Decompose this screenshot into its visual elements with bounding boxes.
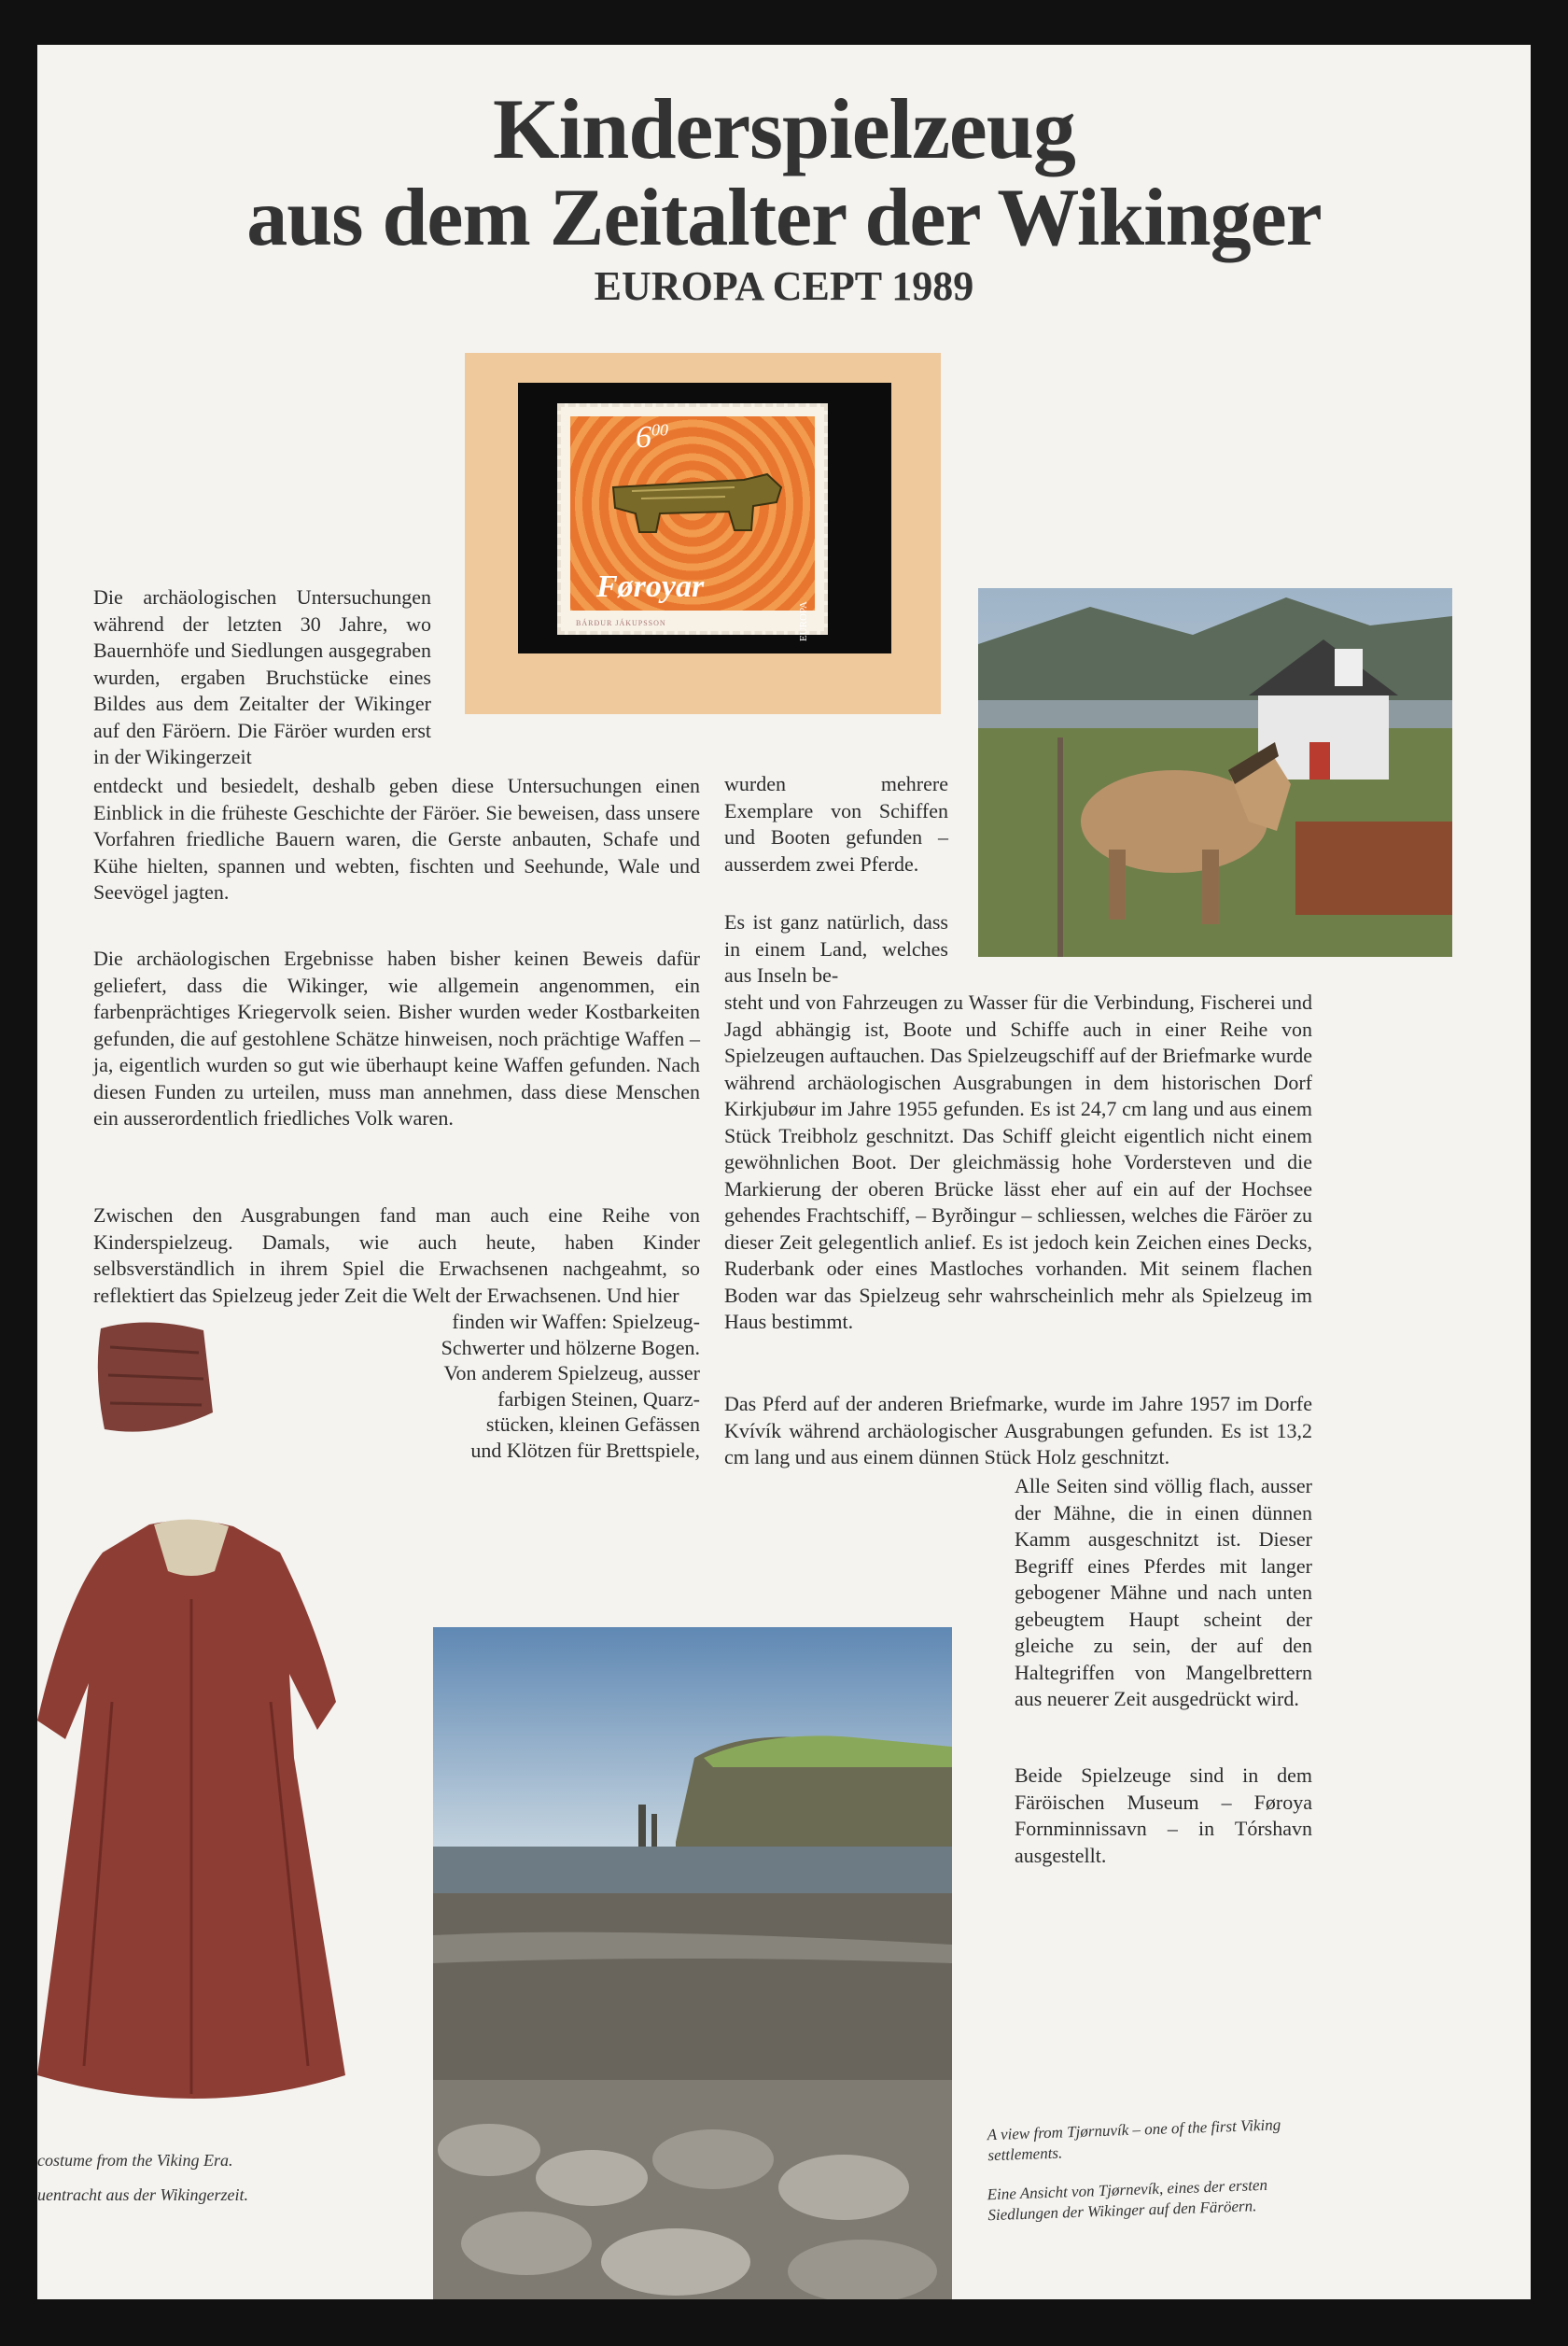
stamp-country: Føroyar <box>596 569 705 604</box>
article-paragraph-6: Das Pferd auf der anderen Briefmarke, wurde im Jahre 1957 im Dorfe Kvívík während archäologischer Ausgrabungen gefunden. Es ist 13,2 cm lang und aus einem dünnen Stück Holz geschnitzt. <box>724 1392 1312 1468</box>
stamp-europa-label: EUROPA <box>798 601 809 641</box>
article-paragraph-7: Beide Spielzeuge sind in dem Färöischen Museum – Føroya Fornminnissavn – in Tórshavn ausgestellt. <box>1015 1763 1312 1867</box>
article-paragraph-5: Es ist ganz natürlich, dass in einem Land, welches aus Inseln be- <box>724 910 948 987</box>
horse-church-image <box>978 588 1452 957</box>
viking-dress-photo <box>37 1515 345 2113</box>
coastal-landscape-image <box>433 1627 952 2299</box>
stamp-value-main: 6 <box>636 420 651 455</box>
caption-view-en: A view from Tjørnuvík – one of the first Viking settlements. <box>987 2115 1281 2165</box>
article-paragraph-3: Zwischen den Ausgrabungen fand man auch eine Reihe von Kinderspielzeug. Damals, wie auch heute, haben Kinder selbsverständlich in ihrem Spiel die Erwachsenen nachgeahmt, so reflektiert das Spielzeug jeder Zeit die Welt der Erwachsenen. Und hier <box>93 1203 700 1307</box>
stamp <box>557 403 828 641</box>
caption-costume-de: uentracht aus der Wikingerzeit. <box>37 2185 248 2204</box>
stamp-mount <box>465 353 941 714</box>
page-title-line1: Kinderspielzeug <box>493 81 1075 176</box>
caption-costume-en: costume from the Viking Era. <box>37 2151 233 2170</box>
viking-dress-image <box>37 1515 345 2113</box>
page-title-line2: aus dem Zeitalter der Wikinger <box>246 173 1322 263</box>
coastal-landscape-photo <box>433 1627 952 2299</box>
article-paragraph-6b: Alle Seiten sind völlig flach, ausser der Mähne, die in einen dünnen Kamm ausgeschnitzt ist. Dieser Begriff eines Pferdes mit langer gebogener Mähne und nach unten gebeugtem Haupt scheint der gleiche zu sein, der auf den Haltegriffen von Mangelbrettern aus neuerer Zeit ausgedrückt wird. <box>1015 1474 1312 1710</box>
album-page <box>37 45 1531 2299</box>
textile-fragment-photo <box>91 1319 217 1440</box>
toy-horse-icon <box>604 471 791 545</box>
stamp-mount-pocket <box>518 383 891 653</box>
textile-fragment-image <box>91 1319 217 1440</box>
stamp-value <box>636 420 668 456</box>
stamp-value-fraction: 00 <box>651 420 668 440</box>
page-subtitle: EUROPA CEPT 1989 <box>594 263 974 309</box>
article-paragraph-2: Die archäologischen Ergebnisse haben bisher keinen Beweis dafür geliefert, dass die Wikinger, wie allgemein angenommen, ein farbenprächtiges Kriegervolk seien. Bisher wurden weder Kostbarkeiten gefunden, die auf gestohlene Schätze hinweisen, noch prächtige Waffen – ja, eigentlich wurden so gut wie überhaupt keine Waffen gefunden. Nach diesen Funden zu urteilen, muss man annehmen, dass diese Menschen ein ausserordentlich friedliches Volk waren. <box>93 947 700 1130</box>
article-paragraph-4: wurden mehrere Exemplare von Schiffen und Booten gefunden – ausserdem zwei Pferde. <box>724 772 948 876</box>
article-paragraph-1: Die archäologischen Untersuchungen während der letzten 30 Jahre, wo Bauernhöfe und Siedlungen ausgegraben wurden, ergaben Bruchstücke eines Bildes aus dem Zeitalter der Wikinger auf den Färöern. Die Färöer wurden erst in der Wikingerzeit <box>93 585 431 768</box>
photo-horse-church <box>978 588 1452 957</box>
stamp-artist: BÁRÐUR JÁKUPSSON <box>576 619 666 627</box>
article-paragraph-5b: steht und von Fahrzeugen zu Wasser für die Verbindung, Fischerei und Jagd abhängig ist, Boote und Schiffe auch in einer Reihe von Spielzeugen auftauchen. Das Spielzeugschiff auf der Briefmarke wurde während archäologischen Ausgrabungen in dem historischen Dorf Kirkjubøur im Jahre 1955 gefunden. Es ist 24,7 cm lang und aus einem Stück Treibholz geschnitzt. Das Schiff gleicht eigentlich nicht einem gewöhnlichen Boot. Der gleichmässig hohe Vordersteven und die Markierung der oberen Brücke lässt eher auf ein auf der Hochsee gehendes Frachtschiff, – Byrðingur – schliessen, welches die Färöer zu dieser Zeit gelegentlich anlief. Es ist jedoch kein Zeichen eines Decks, Ruderbank oder eines Mastloches vorhanden. Mit seinem flachen Boden war das Spielzeug sehr wahrscheinlich mehr als Spielzeug im Haus bestimmt. <box>724 990 1313 1333</box>
caption-view-de: Eine Ansicht von Tjørnevík, eines der ersten Siedlungen der Wikinger auf den Färöern. <box>987 2175 1268 2225</box>
article-paragraph-3b: finden wir Waffen: Spielzeug- Schwerter und hölzerne Bogen. Von anderem Spielzeug, ausser farbigen Steinen, Quarz- stücken, kleinen Gefässen und Klötzen für Brettspiele, <box>441 1310 700 1462</box>
article-paragraph-1b: entdeckt und besiedelt, deshalb geben diese Untersuchungen einen Einblick in die früheste Geschichte der Färöer. Sie beweisen, dass unsere Vorfahren friedliche Bauern waren, die Gerste anbauten, Schafe und Kühe hielten, spannen und webten, fischten und Seehunde, Wale und Seevögel jagten. <box>93 774 700 904</box>
